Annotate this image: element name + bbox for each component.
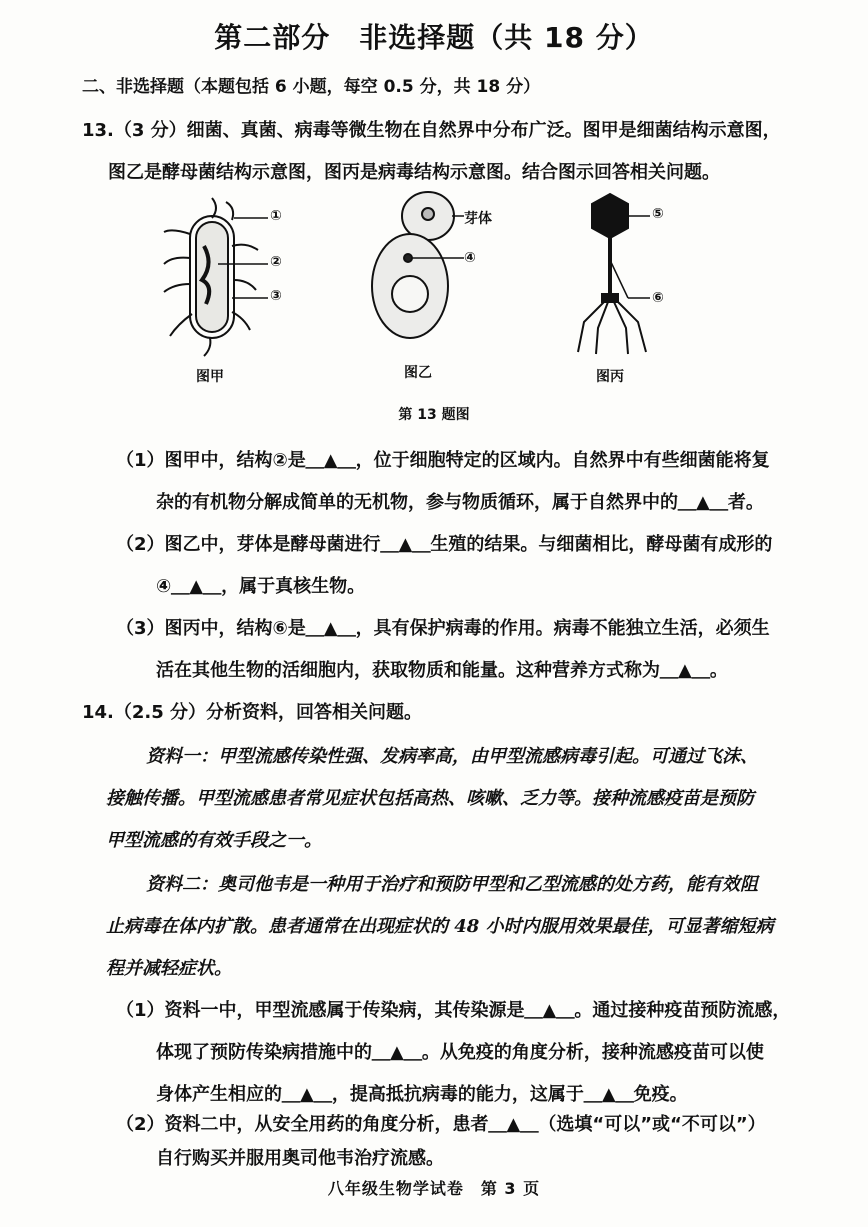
- q14-p2-line2: 自行购买并服用奥司他韦治疗流感。: [156, 1148, 444, 1169]
- section-heading: 二、非选择题（本题包括 6 小题，每空 0.5 分，共 18 分）: [82, 77, 541, 97]
- figure-jia-label: 图甲: [196, 369, 224, 385]
- bacterium-diagram: [160, 188, 310, 358]
- marker-2: ②: [270, 254, 282, 270]
- marker-6: ⑥: [652, 290, 664, 306]
- q13-p1-line2: 杂的有机物分解成简单的无机物，参与物质循环，属于自然界中的＿▲＿者。: [156, 492, 764, 513]
- q14-p1-line3: 身体产生相应的＿▲＿，提高抵抗病毒的能力，这属于＿▲＿免疫。: [156, 1084, 688, 1105]
- q14-p2-line1: （2）资料二中，从安全用药的角度分析，患者＿▲＿（选填“可以”或“不可以”）: [116, 1114, 766, 1135]
- q14-p1-line1: （1）资料一中，甲型流感属于传染病，其传染源是＿▲＿。通过接种疫苗预防流感，: [116, 1000, 791, 1021]
- q13-p2-line1: （2）图乙中，芽体是酵母菌进行＿▲＿生殖的结果。与细菌相比，酵母菌有成形的: [116, 534, 773, 555]
- q13-intro-line1: 13.（3 分）细菌、真菌、病毒等微生物在自然界中分布广泛。图甲是细菌结构示意图，: [82, 120, 781, 141]
- figure-caption: 第 13 题图: [398, 407, 470, 423]
- q13-p2-line2: ④＿▲＿，属于真核生物。: [156, 576, 366, 597]
- marker-3: ③: [270, 288, 282, 304]
- q14-intro: 14.（2.5 分）分析资料，回答相关问题。: [82, 702, 423, 723]
- q13-p3-line2: 活在其他生物的活细胞内，获取物质和能量。这种营养方式称为＿▲＿。: [156, 660, 728, 681]
- q14-material1-line2: 接触传播。甲型流感患者常见症状包括高热、咳嗽、乏力等。接种流感疫苗是预防: [106, 788, 754, 809]
- marker-5: ⑤: [652, 206, 664, 222]
- q14-material2-line1: 资料二：奥司他韦是一种用于治疗和预防甲型和乙型流感的处方药，能有效阻: [146, 874, 758, 895]
- q14-p1-line2: 体现了预防传染病措施中的＿▲＿。从免疫的角度分析，接种流感疫苗可以使: [156, 1042, 764, 1063]
- q13-intro-line2: 图乙是酵母菌结构示意图，图丙是病毒结构示意图。结合图示回答相关问题。: [108, 162, 720, 183]
- q13-p3-line1: （3）图丙中，结构⑥是＿▲＿，具有保护病毒的作用。病毒不能独立生活，必须生: [116, 618, 770, 639]
- q14-material2-line2: 止病毒在体内扩散。患者通常在出现症状的 48 小时内服用效果最佳，可显著缩短病: [106, 916, 774, 937]
- q13-p1-line1: （1）图甲中，结构②是＿▲＿，位于细胞特定的区域内。自然界中有些细菌能将复: [116, 450, 770, 471]
- figure-bing-label: 图丙: [596, 369, 624, 385]
- page-title: 第二部分 非选择题（共 18 分）: [214, 21, 654, 54]
- figure-yi-label: 图乙: [404, 365, 432, 381]
- marker-4: ④: [464, 250, 476, 266]
- bud-label: 芽体: [464, 211, 492, 227]
- marker-1: ①: [270, 208, 282, 224]
- q14-material1-line1: 资料一：甲型流感传染性强、发病率高，由甲型流感病毒引起。可通过飞沫、: [146, 746, 758, 767]
- q14-material1-line3: 甲型流感的有效手段之一。: [106, 830, 322, 851]
- q14-material2-line3: 程并减轻症状。: [106, 958, 232, 979]
- page-footer: 八年级生物学试卷 第 3 页: [327, 1179, 541, 1198]
